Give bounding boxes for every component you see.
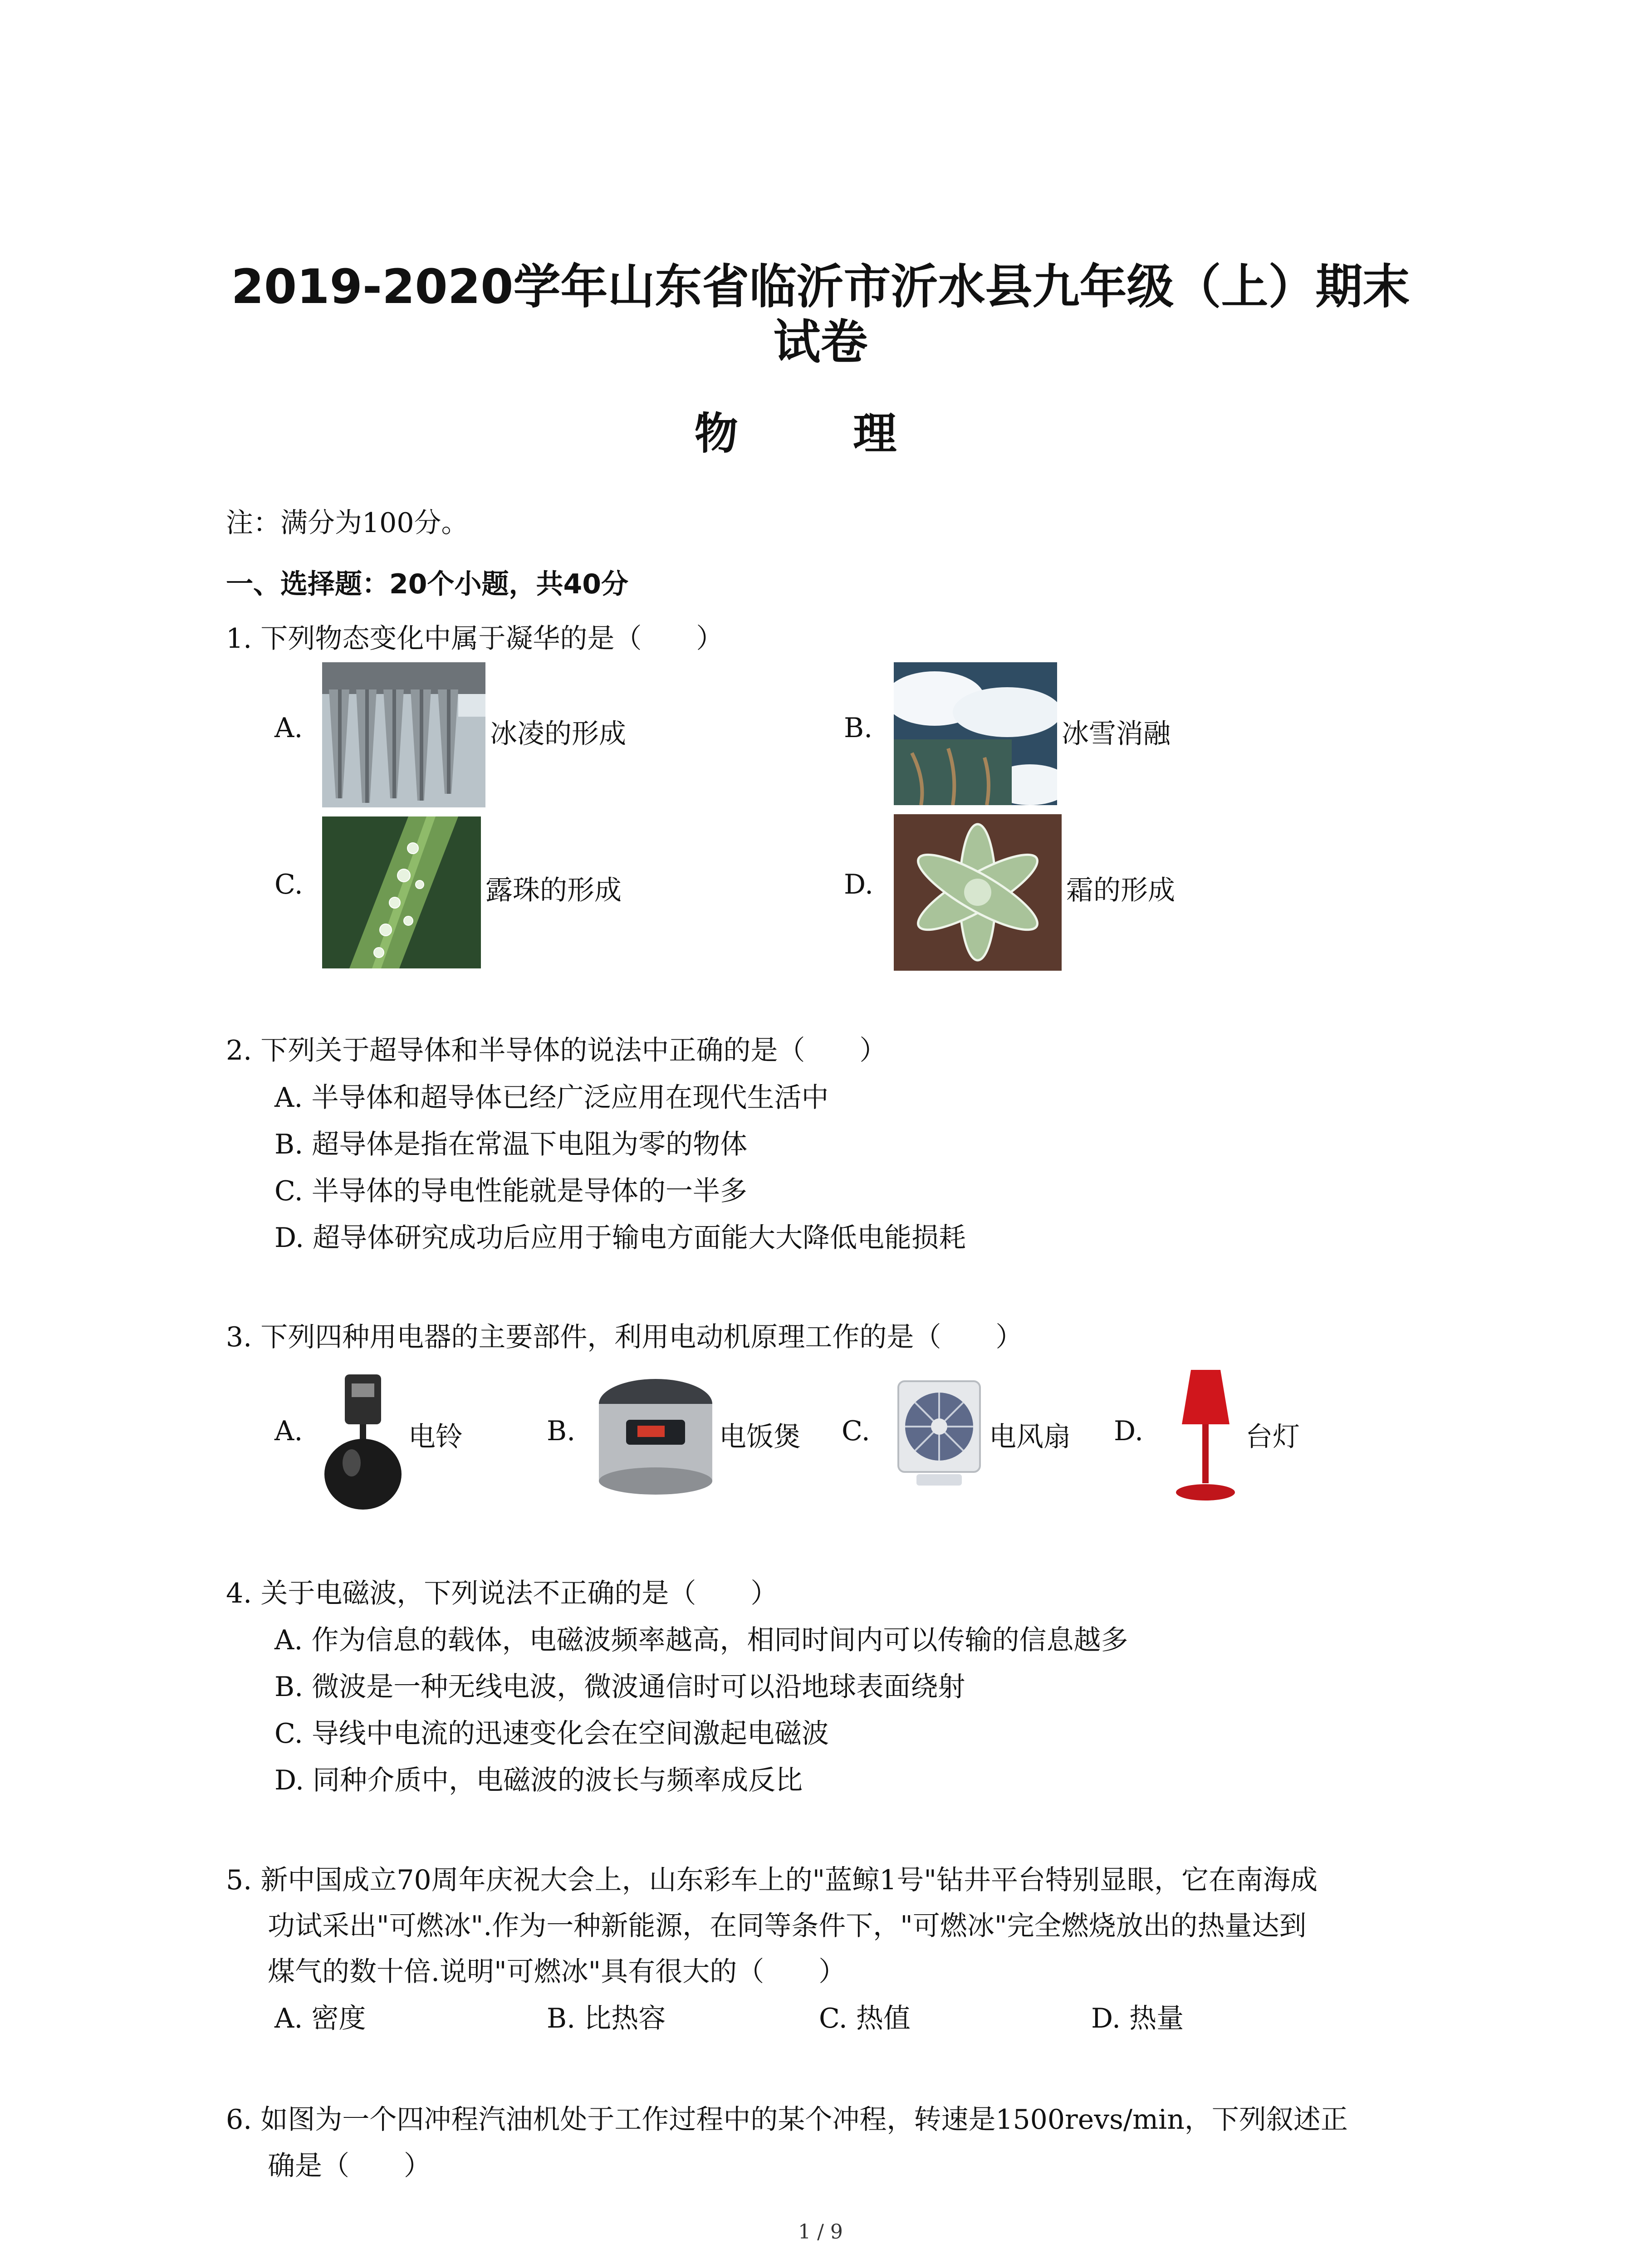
q5-option-b: B. 比热容 [547,2003,666,2034]
q3-option-c-letter: C. [842,1415,870,1447]
q6-line2: 确是（ ） [268,2150,431,2182]
q5-option-d: D. 热量 [1091,2003,1184,2034]
q2-option-d: D. 超导体研究成功后应用于输电方面能大大降低电能损耗 [274,1222,966,1254]
q3-option-b-text: 电饭煲 [719,1421,801,1453]
frost-image [894,814,1062,971]
q4-option-d: D. 同种介质中，电磁波的波长与频率成反比 [274,1765,803,1796]
dew-drops-image [322,816,481,968]
q1-option-c-text: 露珠的形成 [485,875,622,906]
q3-option-c-text: 电风扇 [989,1421,1071,1453]
q4-option-b: B. 微波是一种无线电波，微波通信时可以沿地球表面绕射 [274,1671,965,1703]
q3-option-a-text: 电铃 [408,1421,463,1453]
electric-fan-image [892,1377,987,1490]
electric-bell-image [320,1370,406,1510]
q5-line1: 5. 新中国成立70周年庆祝大会上，山东彩车上的"蓝鲸1号"钻井平台特别显眼，它在南海成 [226,1864,1318,1896]
q5-line2: 功试采出"可燃冰".作为一种新能源，在同等条件下，"可燃冰"完全燃烧放出的热量达到 [268,1910,1307,1942]
q2-stem: 2. 下列关于超导体和半导体的说法中正确的是（ ） [226,1035,887,1066]
doc-title-line1: 2019-2020学年山东省临沂市沂水县九年级（上）期末 [231,259,1410,314]
q2-option-a: A. 半导体和超导体已经广泛应用在现代生活中 [274,1082,829,1114]
icicles-image [322,662,485,807]
page-number: 1 / 9 [798,2220,843,2244]
q1-option-b-letter: B. [844,712,873,744]
q1-option-a-letter: A. [274,712,303,744]
q5-line3: 煤气的数十倍.说明"可燃冰"具有很大的（ ） [268,1956,846,1988]
q1-option-c-letter: C. [274,869,303,900]
q1-option-d-text: 霜的形成 [1066,875,1175,906]
q5-option-c: C. 热值 [819,2003,911,2034]
score-note: 注：满分为100分。 [226,507,469,539]
q2-option-c: C. 半导体的导电性能就是导体的一半多 [274,1175,747,1207]
q1-option-b-text: 冰雪消融 [1062,718,1171,750]
rice-cooker-image [594,1372,717,1497]
q3-option-a-letter: A. [274,1415,303,1447]
q4-stem: 4. 关于电磁波，下列说法不正确的是（ ） [226,1578,778,1609]
q4-option-c: C. 导线中电流的迅速变化会在空间激起电磁波 [274,1718,829,1750]
subject-heading: 物 理 [694,408,947,459]
q1-option-d-letter: D. [844,869,874,900]
q5-option-a: A. 密度 [274,2003,366,2034]
doc-title-line2: 试卷 [773,314,868,370]
section-heading: 一、选择题：20个小题，共40分 [226,568,628,600]
q2-option-b: B. 超导体是指在常温下电阻为零的物体 [274,1129,748,1160]
q1-stem: 1. 下列物态变化中属于凝华的是（ ） [226,623,724,655]
q3-option-b-letter: B. [547,1415,576,1447]
q3-stem: 3. 下列四种用电器的主要部件，利用电动机原理工作的是（ ） [226,1321,1023,1353]
q1-option-a-text: 冰凌的形成 [490,718,626,750]
desk-lamp-image [1166,1365,1245,1510]
q3-option-d-text: 台灯 [1245,1421,1300,1453]
q6-line1: 6. 如图为一个四冲程汽油机处于工作过程中的某个冲程，转速是1500revs/min，下列叙述正 [226,2104,1348,2136]
q3-option-d-letter: D. [1114,1415,1144,1447]
q4-option-a: A. 作为信息的载体，电磁波频率越高，相同时间内可以传输的信息越多 [274,1624,1128,1656]
melting-snow-image [894,662,1057,805]
